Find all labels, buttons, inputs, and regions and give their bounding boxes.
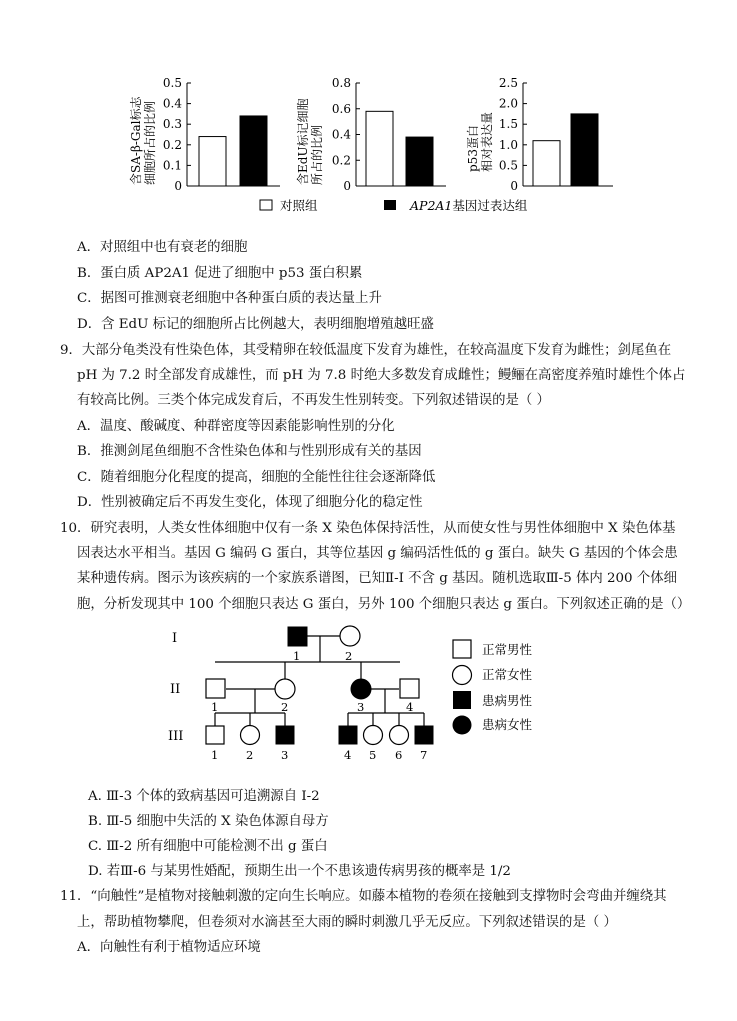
gen-label-iii: III [168, 729, 184, 744]
y-tick-label: 1.0 [498, 137, 518, 152]
legend-affected-female-label: 患病女性 [482, 717, 533, 732]
pedigree-II-3-affected-female [351, 679, 371, 699]
y-tick-label: 0 [510, 179, 518, 193]
chart3-ylabel-line2: 相对表达量 [480, 111, 494, 172]
chart1-bars [199, 116, 267, 186]
chart1-ylabel-line1: 含SA-β-Gal标志 [129, 96, 143, 185]
q9-option-c: C．随着细胞分化程度的提高，细胞的全能性往往会逐渐降低 [77, 470, 436, 485]
pedigree-III-5-num: 5 [369, 748, 377, 762]
y-tick-label: 0.2 [162, 137, 182, 152]
y-tick-label: 0 [174, 179, 182, 193]
pedigree-III-6-normal-female [390, 726, 409, 745]
pedigree-III-3-affected-male [276, 726, 294, 744]
pedigree-III-1-normal-male [206, 726, 224, 744]
legend-label-ap2a1 [409, 198, 528, 213]
y-tick-label: 0 [343, 179, 351, 193]
pedigree-II-4-num: 4 [406, 700, 414, 714]
chart2-bars [366, 111, 433, 186]
q10-stem-line2: 因表达水平相当。基因 G 编码 G 蛋白，其等位基因 g 编码活性低的 g 蛋白。缺失 G 基因的个体会患 [77, 546, 678, 561]
pedigree-II-1-normal-male [206, 679, 225, 698]
pedigree-III-6-num: 6 [395, 748, 403, 762]
pedigree-III-4-affected-male [339, 726, 357, 744]
q10-option-b: B. Ⅲ-5 细胞中失活的 X 染色体源自母方 [88, 814, 329, 829]
legend-ap2a1-rest: 基因过表达组 [452, 198, 528, 213]
y-tick-label: 0.2 [331, 153, 351, 168]
chart-legend [260, 198, 528, 213]
bar-control [199, 137, 226, 186]
q8-option-b: B．蛋白质 AP2A1 促进了细胞中 p53 蛋白积累 [77, 266, 363, 281]
y-tick-label: 2.0 [498, 96, 518, 111]
legend-label-control: 对照组 [280, 198, 318, 213]
chart2-ylabel-line2: 所占的比例 [310, 124, 324, 185]
pedigree-III-3-num: 3 [281, 748, 289, 762]
legend-affected-male-symbol [453, 691, 471, 709]
chart1-ylabel-line2: 细胞所占的比例 [143, 100, 157, 185]
q10-option-d: D. 若Ⅲ-6 与某男性婚配，预期生出一个不患该遗传病男孩的概率是 1/2 [88, 864, 511, 879]
q11-option-a: A．向触性有利于植物适应环境 [77, 940, 261, 955]
pedigree-I-2-num: 2 [345, 649, 353, 663]
gen-label-ii: II [170, 682, 181, 697]
legend-swatch-ap2a1 [384, 200, 396, 210]
q10-stem-line1: 10．研究表明，人类女性体细胞中仅有一条 X 染色体保持活性，从而使女性与男性体细胞中 X 染色体基 [60, 521, 676, 536]
bar-ap2a1 [571, 114, 598, 186]
q8-option-a: A．对照组中也有衰老的细胞 [77, 240, 248, 255]
bar-control [366, 111, 393, 186]
q10-option-a: A. Ⅲ-3 个体的致病基因可追溯源自 I-2 [88, 789, 320, 804]
pedigree-III-7-affected-male [415, 726, 433, 744]
y-tick-label: 0.5 [498, 158, 518, 173]
legend-normal-female-label: 正常女性 [482, 667, 533, 682]
q9-option-d: D．性别被确定后不再发生变化，体现了细胞分化的稳定性 [77, 495, 423, 510]
y-tick-label: 0.4 [331, 127, 351, 142]
chart-p53 [466, 76, 613, 193]
bar-control [533, 141, 560, 186]
y-tick-label: 1.5 [498, 117, 518, 132]
y-tick-label: 0.6 [331, 101, 351, 116]
chart1-ylabel [128, 93, 157, 185]
q9-stem-line3: 有较高比例。三类个体完成发育后，不再发生性别转变。下列叙述错误的是（ ） [77, 393, 550, 408]
pedigree-II-2-num: 2 [281, 700, 289, 714]
bar-ap2a1 [406, 137, 433, 186]
legend-swatch-control [260, 200, 272, 210]
y-tick-label: 0.4 [162, 96, 182, 111]
q9-stem-line2: pH 为 7.2 时全部发育成雄性，而 pH 为 7.8 时绝大多数发育成雌性；鳗鲡在高密度养殖时雄性个体占 [77, 368, 686, 383]
legend-normal-male-symbol [453, 640, 471, 658]
q10-option-c: C. Ⅲ-2 所有细胞中可能检测不出 g 蛋白 [88, 839, 328, 854]
pedigree-II-2-normal-female [275, 679, 295, 699]
chart2-ylabel-line1: 含EdU标记细胞 [296, 98, 310, 185]
gen-label-i: I [172, 631, 178, 646]
pedigree-III-2-normal-female [241, 726, 260, 745]
y-tick-label: 2.5 [498, 76, 518, 90]
chart3-bars [533, 114, 598, 186]
q10-stem-line4: 胞，分析发现其中 100 个细胞只表达 G 蛋白，另外 100 个细胞只表达 g 蛋白。下列叙述正确的是（） [77, 597, 691, 612]
pedigree-III-1-num: 1 [211, 748, 219, 762]
pedigree-diagram [160, 618, 580, 768]
q11-stem-line2: 上，帮助植物攀爬，但卷须对水滴甚至大雨的瞬时刺激几乎无反应。下列叙述错误的是（ ） [77, 915, 617, 930]
y-tick-label: 0.8 [331, 76, 351, 90]
q9-option-b: B．推测剑尾鱼细胞不含性染色体和与性别形成有关的基因 [77, 444, 422, 459]
q9-option-a: A．温度、酸碱度、种群密度等因素能影响性别的分化 [77, 419, 395, 434]
q8-option-c: C．据图可推测衰老细胞中各种蛋白质的表达量上升 [77, 291, 382, 306]
y-tick-label: 0.5 [162, 76, 182, 90]
y-tick-label: 0.3 [162, 117, 182, 132]
pedigree-II-1-num: 1 [211, 700, 219, 714]
q10-stem-line3: 某种遗传病。图示为该疾病的一个家族系谱图，已知Ⅱ-I 不含 g 基因。随机选取Ⅲ-5 体内 200 个体细 [77, 571, 677, 586]
pedigree-I-2-normal-female [340, 626, 360, 646]
pedigree-III-5-normal-female [364, 726, 383, 745]
legend-ap2a1-italic: AP2A1 [410, 198, 453, 213]
pedigree-legend [453, 640, 533, 735]
y-tick-label: 0.1 [162, 158, 182, 173]
legend-normal-female-symbol [453, 666, 472, 685]
pedigree-III-2-num: 2 [246, 748, 254, 762]
chart3-ylabel-line1: p53蛋白 [466, 125, 480, 172]
q8-option-d: D．含 EdU 标记的细胞所占比例越大，表明细胞增殖越旺盛 [77, 317, 434, 332]
pedigree-I-1-num: 1 [293, 649, 301, 663]
legend-normal-male-label: 正常男性 [482, 642, 533, 657]
legend-affected-male-label: 患病男性 [482, 693, 533, 708]
chart-senescence [128, 76, 280, 193]
chart-edu [295, 76, 446, 193]
chart3-ylabel [466, 112, 494, 172]
pedigree-II-4-normal-male [400, 679, 419, 698]
pedigree-I-1-affected-male [288, 627, 307, 646]
q11-stem-line1: 11．“向触性”是植物对接触刺激的定向生长响应。如藤本植物的卷须在接触到支撑物时会弯曲并缠绕其 [60, 889, 667, 904]
legend-affected-female-symbol [453, 716, 472, 735]
q9-stem-line1: 9．大部分龟类没有性染色体，其受精卵在较低温度下发育为雄性，在较高温度下发育为雌性；剑尾鱼在 [60, 343, 672, 358]
pedigree-III-4-num: 4 [344, 748, 352, 762]
chart2-ylabel [295, 95, 324, 185]
pedigree-II-3-num: 3 [357, 700, 365, 714]
bar-charts [120, 70, 640, 220]
bar-ap2a1 [240, 116, 267, 186]
pedigree-III-7-num: 7 [420, 748, 428, 762]
